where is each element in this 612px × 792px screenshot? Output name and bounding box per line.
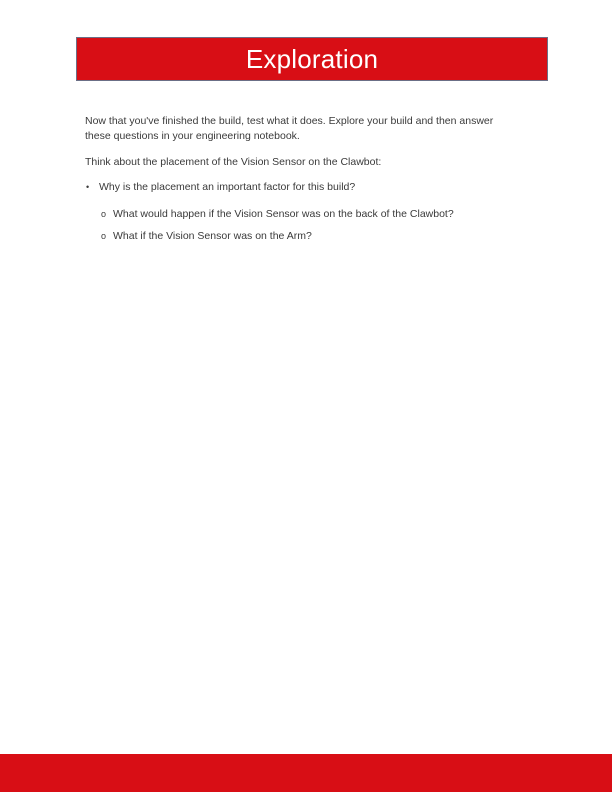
sub-bullet-item — [101, 207, 525, 222]
bullet-text: Why is the placement an important factor for this build? — [99, 181, 356, 193]
content-body — [85, 114, 525, 244]
sub-bullet-marker: o — [101, 231, 107, 241]
page-title: Exploration — [245, 44, 379, 74]
bullet-item — [85, 180, 525, 195]
bullet-marker: • — [86, 182, 90, 192]
footer-band — [0, 754, 612, 792]
sub-bullet-marker: o — [101, 209, 107, 219]
intro-paragraph: Now that you've finished the build, test what it does. Explore your build and then answer these questions in your engineering notebook. — [85, 115, 494, 142]
sub-bullet-item — [101, 229, 525, 244]
prompt-paragraph: Think about the placement of the Vision Sensor on the Clawbot: — [85, 156, 382, 168]
title-banner — [76, 37, 548, 81]
sub-bullet-text: What would happen if the Vision Sensor was on the back of the Clawbot? — [113, 208, 454, 220]
sub-bullet-text: What if the Vision Sensor was on the Arm? — [113, 230, 312, 242]
